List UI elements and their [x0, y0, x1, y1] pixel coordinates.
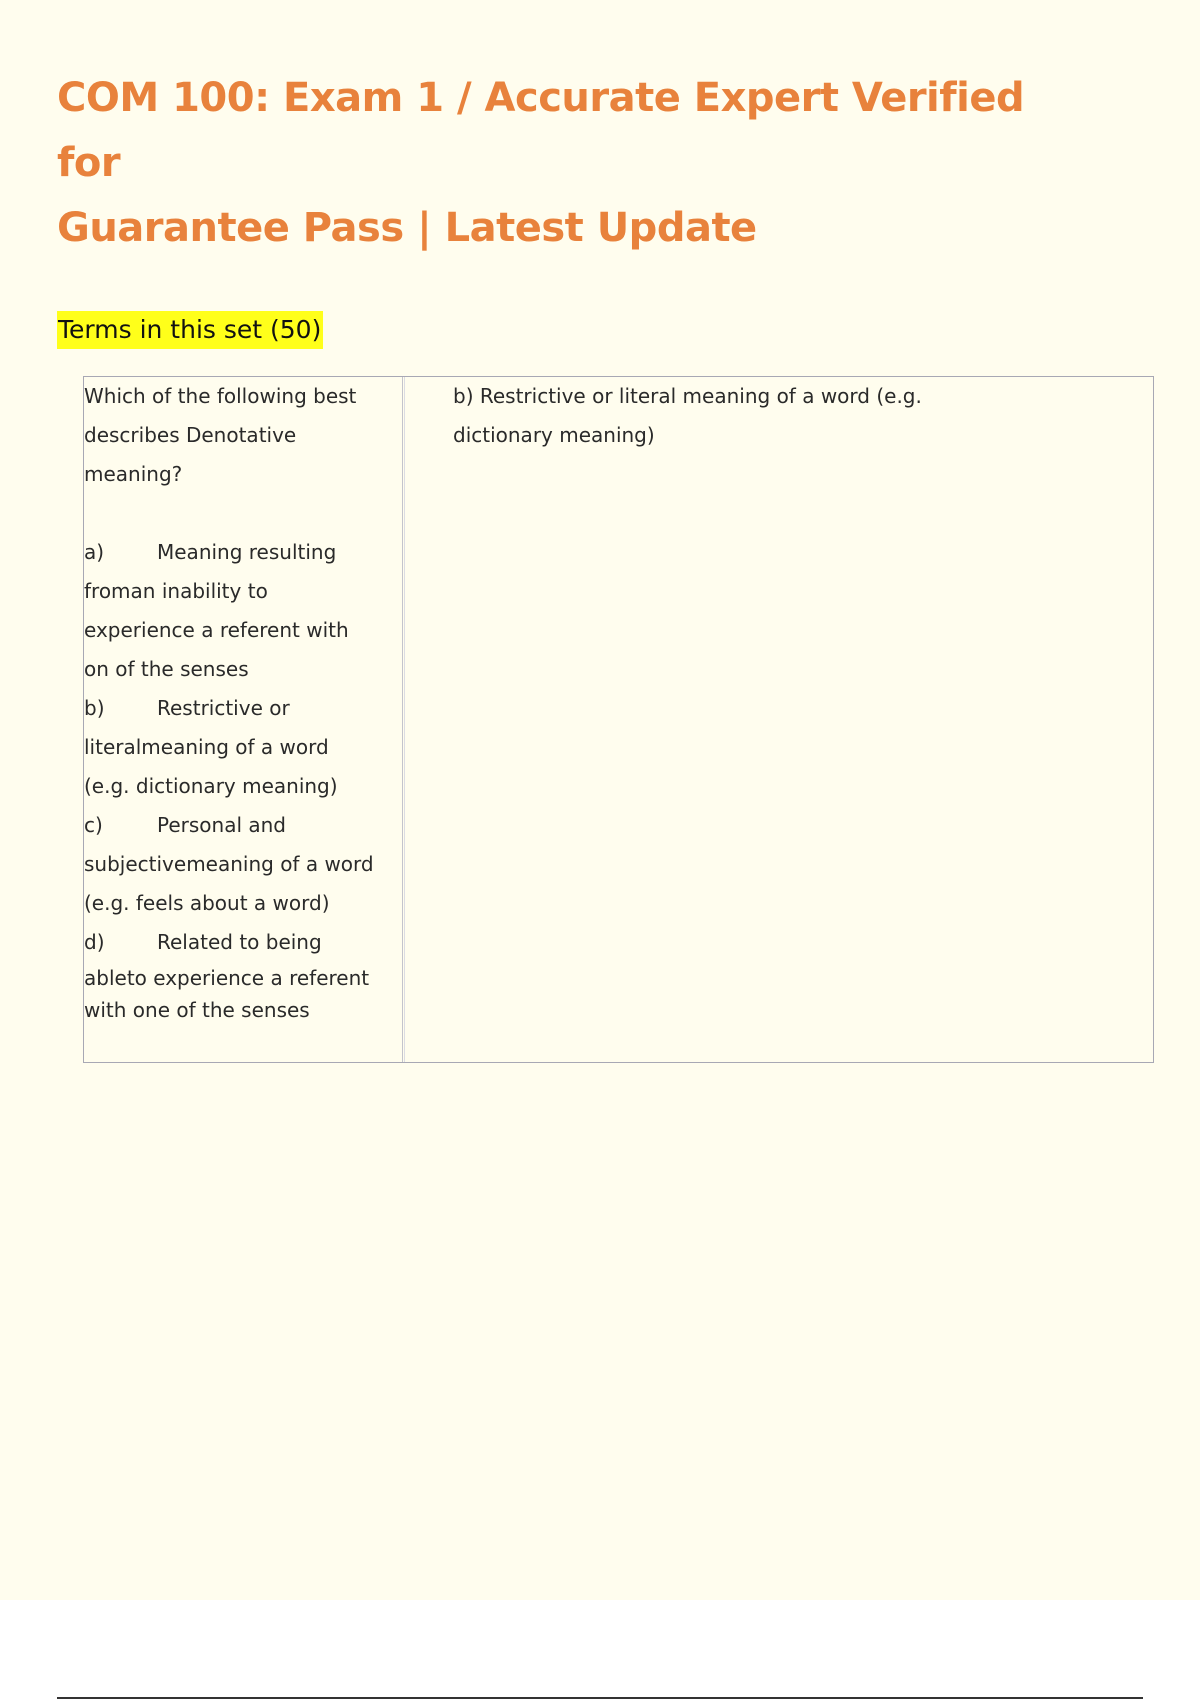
question-line: describes Denotative — [84, 423, 297, 447]
option-text: ableto experience a referent — [84, 966, 370, 990]
option-text: experience a referent with — [84, 618, 349, 642]
definition-line: b) Restrictive or literal meaning of a word (e.g. — [453, 384, 922, 408]
footer-divider — [57, 1697, 1143, 1699]
question-line: Which of the following best — [84, 384, 357, 408]
option-text: with one of the senses — [84, 998, 310, 1022]
option-text: Personal and — [157, 813, 287, 837]
option-a — [84, 533, 374, 572]
option-text: on of the senses — [84, 657, 249, 681]
option-text: subjectivemeaning of a word — [84, 852, 374, 876]
option-letter: b) — [84, 696, 105, 720]
option-text: (e.g. feels about a word) — [84, 891, 330, 915]
option-text: Related to being — [157, 930, 322, 954]
option-text: (e.g. dictionary meaning) — [84, 774, 338, 798]
option-text: froman inability to — [84, 579, 268, 603]
title-line-2: Guarantee Pass | Latest Update — [57, 205, 757, 251]
option-text: Meaning resulting — [157, 540, 337, 564]
term-cell — [84, 377, 374, 1026]
definition-line: dictionary meaning) — [453, 423, 655, 447]
option-b — [84, 689, 374, 728]
option-text: literalmeaning of a word — [84, 735, 329, 759]
blank-line — [84, 494, 374, 533]
option-d — [84, 923, 374, 962]
option-letter: a) — [84, 540, 105, 564]
document-title — [57, 66, 1057, 261]
option-letter: c) — [84, 813, 103, 837]
definition-cell — [453, 377, 953, 455]
option-text: Restrictive or — [157, 696, 290, 720]
question-line: meaning? — [84, 462, 183, 486]
terms-table — [83, 376, 1154, 1063]
column-divider — [402, 377, 405, 1062]
terms-count-heading: Terms in this set (50) — [57, 311, 323, 349]
option-c — [84, 806, 374, 845]
title-line-1: COM 100: Exam 1 / Accurate Expert Verified for — [57, 75, 1025, 186]
option-letter: d) — [84, 930, 105, 954]
